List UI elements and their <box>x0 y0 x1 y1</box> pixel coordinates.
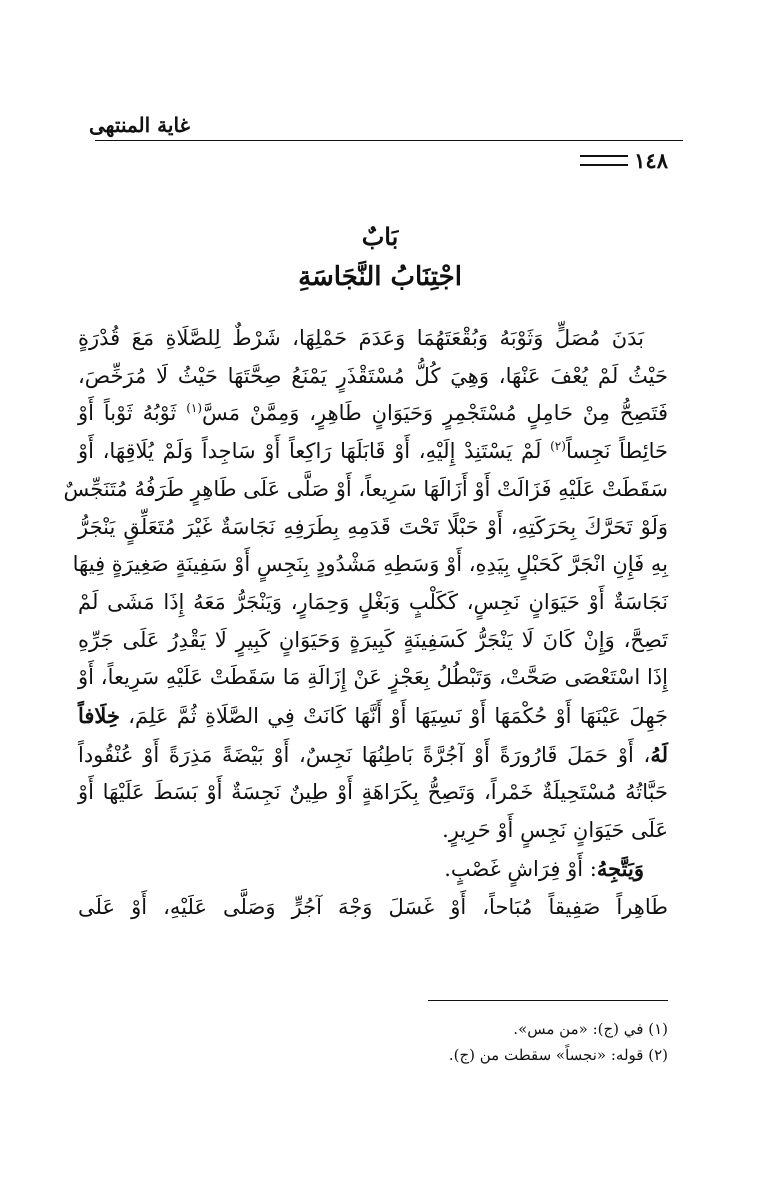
footnote-rule <box>428 1000 668 1001</box>
text-line-15 <box>78 850 668 889</box>
text-line-4 <box>78 433 668 471</box>
text-line-11-bold: خِلَافاً <box>78 703 120 729</box>
text-line-15-part-b: : أَوْ فِرَاشٍ غَصْبٍ. <box>444 856 597 881</box>
chapter-title: اجْتِنَابُ النَّجَاسَةِ <box>298 262 462 292</box>
page-number-block <box>574 148 668 173</box>
page-number-ornament <box>580 155 628 166</box>
text-line-1: بَدَنَ مُصَلٍّ وَثَوْبَهُ وَبُقْعَتَهُمَا وَعَدَمَ حَمْلِهَا، شَرْطٌ لِلصَّلَاةِ مَعَ قُدْرَةٍ <box>78 326 644 350</box>
text-line-8: نَجَاسَةٌ أَوْ حَيَوَانٍ نَجِسٍ، كَكَلْبٍ وَبَغْلٍ وَحِمَارٍ، وَيَنْجَرُّ مَعَهُ إِذَا مَشَى لَمْ <box>78 589 668 614</box>
text-line-4-part-b: لَمْ يَسْتَنِدْ إِلَيْهِ، أَوْ قَابَلَهَا رَاكِعاً أَوْ سَاجِداً وَلَمْ يُلَاقِهَا، أَوْ <box>78 439 542 464</box>
text-line-3-part-b: ثَوْبُهُ ثَوْباً أَوْ <box>78 401 177 426</box>
chapter-label: بَابٌ <box>361 222 399 251</box>
text-line-3-part-a: فَتَصِحُّ مِنْ حَامِلٍ مُسْتَجْمِرٍ وَحَيَوَانٍ طَاهِرٍ، وَمِمَّنْ مَسَّ <box>202 401 668 426</box>
text-line-12-part-b: ، أَوْ حَمَلَ قَارُورَةً أَوْ آجُرَّةً بَاطِنُهَا نَجِسٌ، أَوْ بَيْضَةً مَذِرَةً أَوْ عُنْقُوداً <box>78 742 651 767</box>
text-line-4-part-a: حَائِطاً نَجِساً <box>565 439 668 464</box>
running-head-title: غاية المنتهى <box>89 113 190 137</box>
text-line-9: تَصِحَّ، وَإِنْ كَانَ لَا يَنْجَرُّ كَسَفِينَةٍ كَبِيرَةٍ وَحَيَوَانٍ كَبِيرٍ لَا يَقْدِرُ عَلَى جَرِّهِ <box>78 627 668 652</box>
text-line-12-bold: لَهُ <box>650 741 668 767</box>
main-text <box>63 320 668 926</box>
text-line-2: حَيْثُ لَمْ يُعْفَ عَنْهَا، وَهِيَ كُلُّ مُسْتَقْذَرٍ يَمْنَعُ صِحَّتَهَا حَيْثُ لَا مُرَخِّصَ، <box>78 363 668 388</box>
footnote-marker-1: (١) <box>186 401 203 416</box>
page-number: ١٤٨ <box>634 148 668 173</box>
text-line-11 <box>78 697 668 736</box>
footnotes <box>88 1016 668 1068</box>
header-rule <box>95 140 683 141</box>
text-line-12 <box>78 736 668 775</box>
text-line-11-part-a: جَهِلَ عَيْنَهَا أَوْ حُكْمَهَا أَوْ نَسِيَهَا أَوْ أَنَّهَا كَانَتْ فِي الصَّلَاةِ ثُمَّ عَلِمَ، <box>128 704 668 729</box>
footnote-2: (٢) قوله: «نجساً» سقطت من (ج). <box>448 1046 668 1064</box>
text-line-13: حَبَّاتُهُ مُسْتَحِيلَةٌ خَمْراً، وَتَصِحُّ بِكَرَاهَةٍ أَوْ طِينٌ نَجِسَةٌ أَوْ بَسَطَ عَلَيْهَا أَوْ <box>78 780 668 805</box>
text-line-15-bold: وَيَتَّجِهُ <box>596 855 644 881</box>
text-line-6: وَلَوْ تَحَرَّكَ بِحَرَكَتِهِ، أَوْ حَبْلًا تَحْتَ قَدَمِهِ بِطَرَفِهِ نَجَاسَةٌ غَيْرَ مُتَعَلِّقٍ يَنْجَرُّ <box>78 514 668 539</box>
text-line-14: عَلَى حَيَوَانٍ نَجِسٍ أَوْ حَرِيرٍ. <box>442 818 668 843</box>
text-line-5: سَقَطَتْ عَلَيْهِ فَزَالَتْ أَوْ أَزَالَهَا سَرِيعاً، أَوْ صَلَّى عَلَى طَاهِرٍ طَرَفُهُ مُتَنَجِّسٌ <box>63 476 668 501</box>
text-line-16: طَاهِراً صَفِيقاً مُبَاحاً، أَوْ غَسَلَ وَجْهَ آجُرٍّ وَصَلَّى عَلَيْهِ، أَوْ عَلَى <box>78 894 668 919</box>
text-line-3 <box>78 395 668 433</box>
text-line-10: إِذَا اسْتَعْصَى صَحَّتْ، وَتَبْطُلُ بِعَجْزٍ عَنْ إِزَالَةِ مَا سَقَطَتْ عَلَيْهِ سَرِيعاً، أَوْ <box>78 665 668 690</box>
footnote-marker-2: (٢) <box>550 439 566 454</box>
footnote-1: (١) في (ج): «من مس». <box>513 1020 668 1038</box>
text-line-7: بِهِ فَإِنِ انْجَرَّ كَحَبْلٍ بِيَدِهِ، أَوْ وَسَطِهِ مَشْدُودٍ بِنَجِسٍ أَوْ سَفِينَةٍ صَغِيرَةٍ فِيهَا <box>72 552 668 577</box>
